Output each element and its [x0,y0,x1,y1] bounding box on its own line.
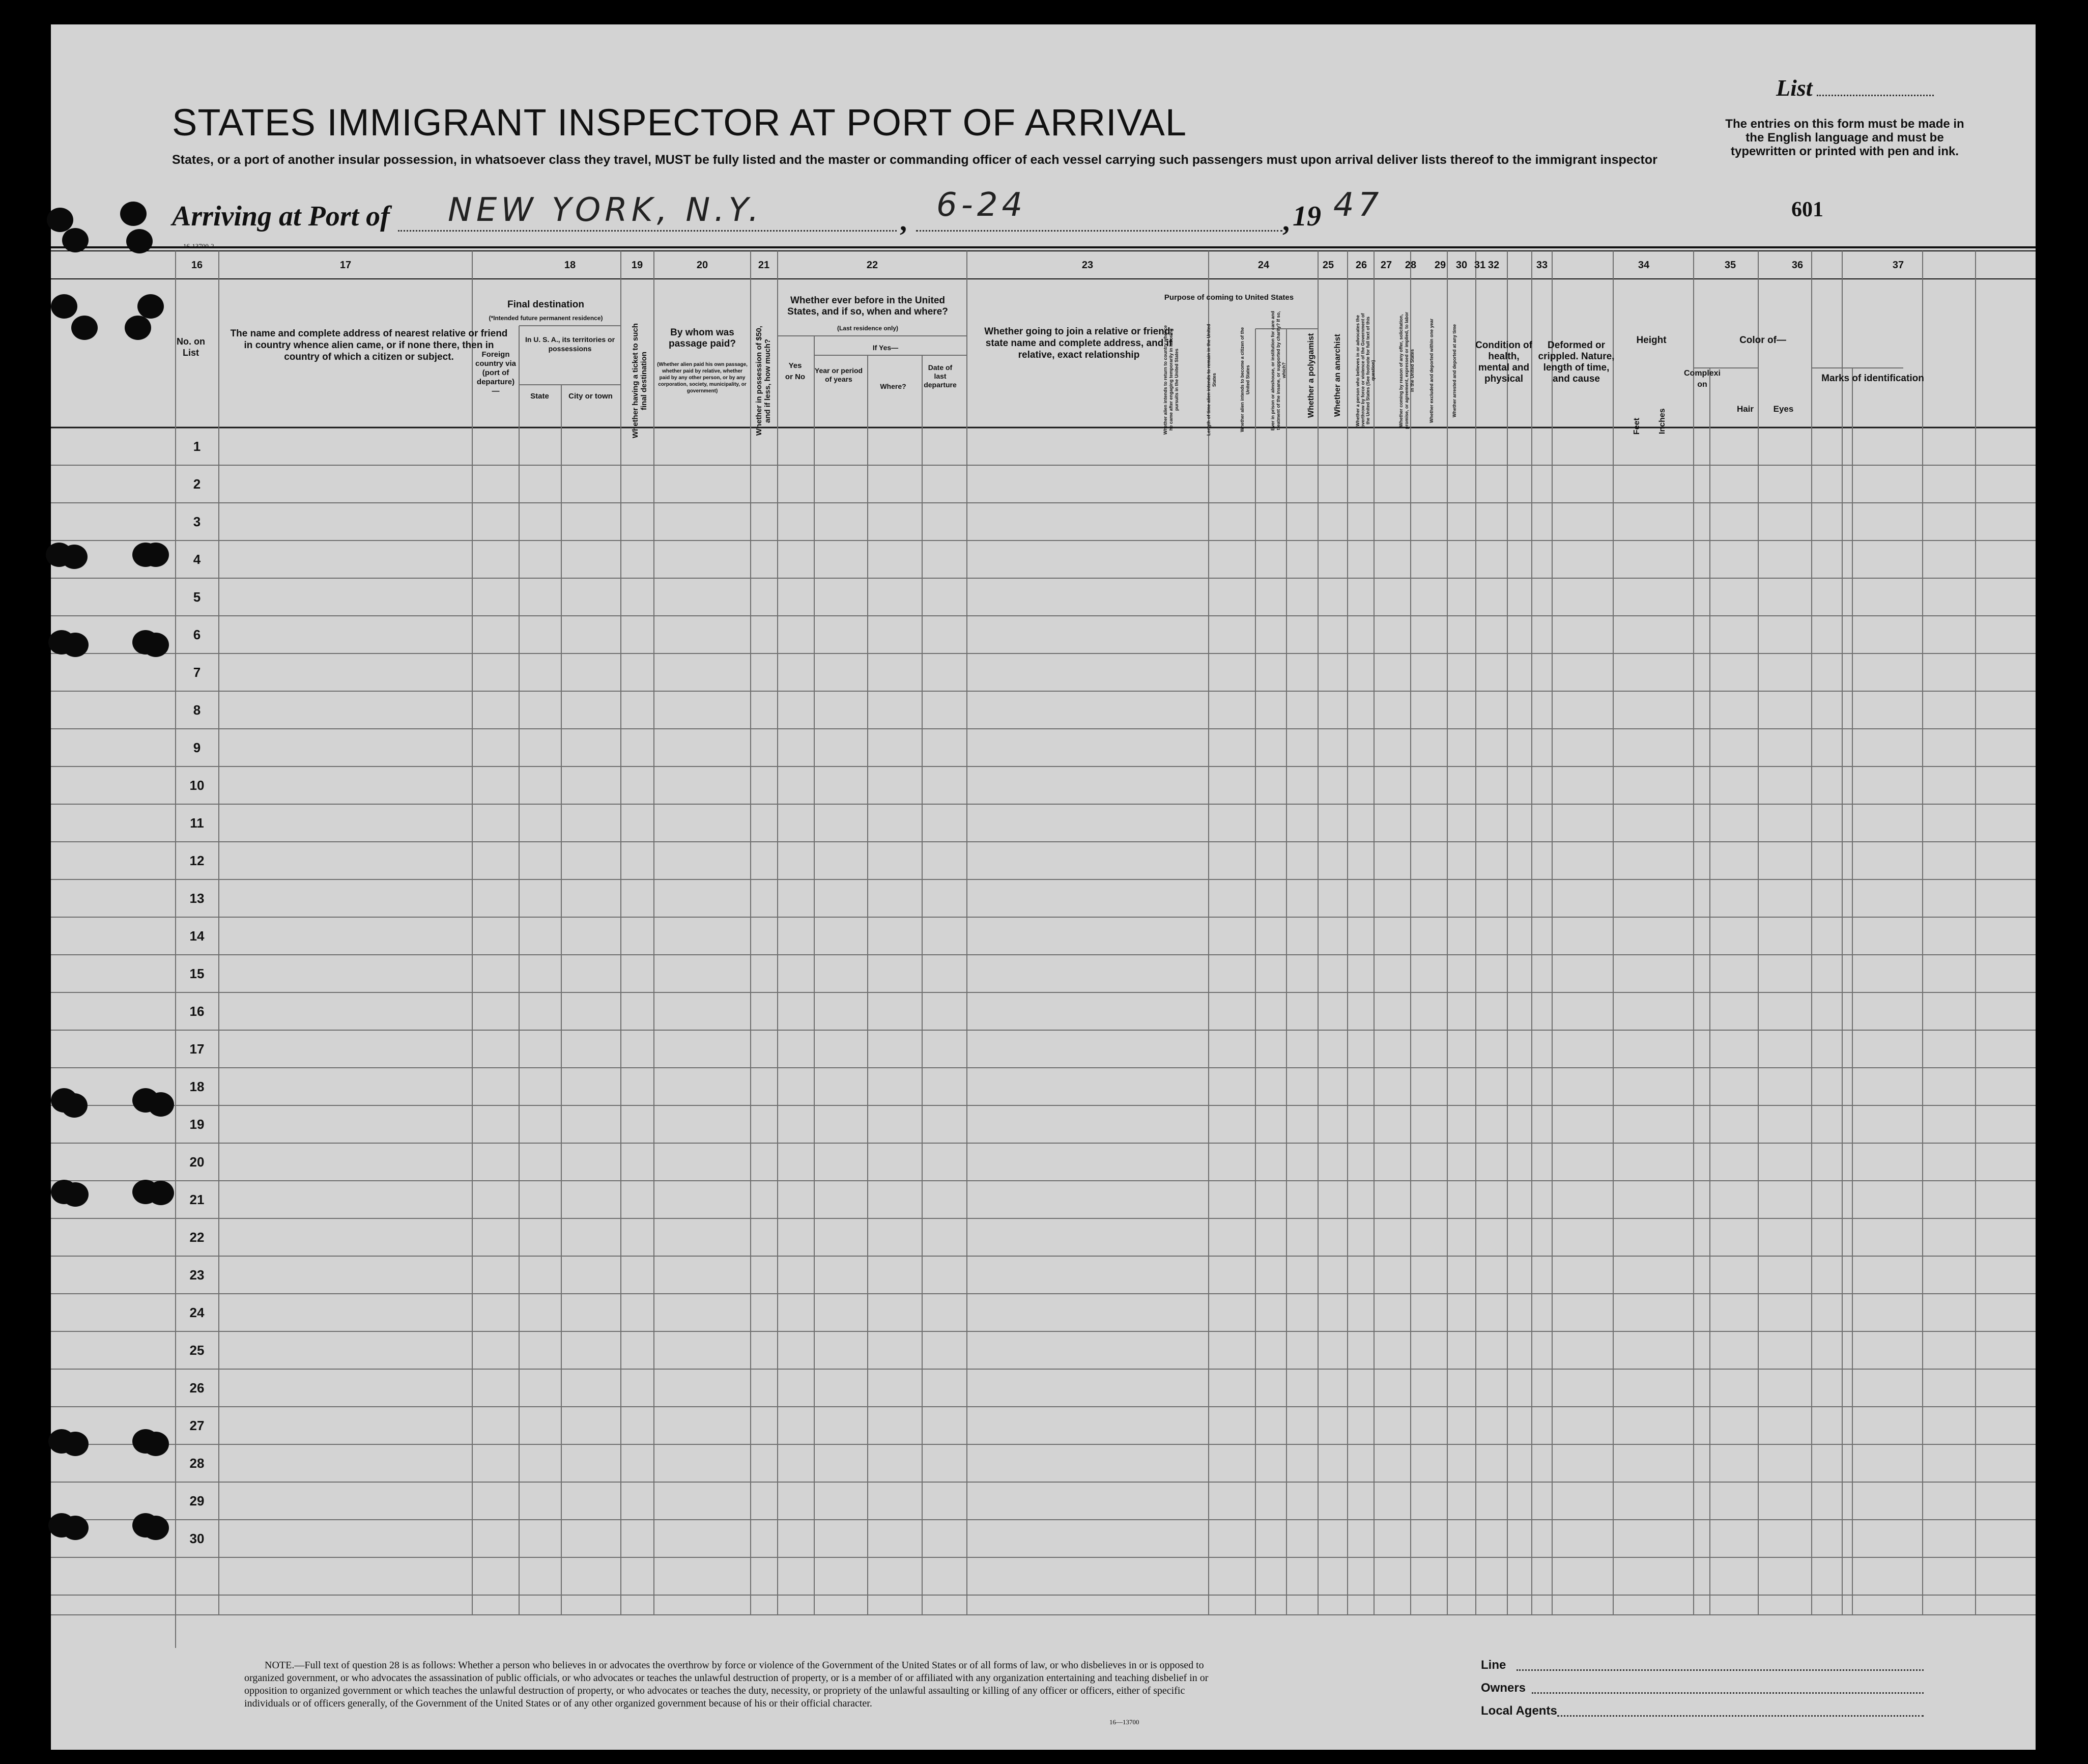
col36-title: Color of— [1739,335,1786,346]
punch-hole [47,208,73,232]
column-number: 19 [631,260,643,271]
col26-header: Whether a polygamist [1307,333,1315,418]
col22-note: (Last residence only) [837,325,899,332]
arriving-port-label: Arriving at Port of [172,201,390,232]
col24-b: Length of time alien intends to remain in the United States [1206,324,1217,436]
row-number: 11 [190,815,204,831]
col17-header: The name and complete address of nearest relative or friend in country whence alien came, or if none there, then in country of which a citizen or subject. [230,328,508,362]
col24-a: Whether alien intends to return to country whence he came after engaging temporarily in laboring pursuits in the United States [1163,325,1179,435]
punch-hole [142,1516,169,1540]
row-number: 5 [193,589,201,605]
row-number: 29 [189,1493,205,1509]
row-number: 6 [193,627,201,642]
col29-header: Whether coming by reason of any offer, solicitation, promise, or agreement, expressed or implied, to labor in the United States [1398,311,1415,430]
col27-header: Whether an anarchist [1333,334,1342,417]
form-instructions: The entries on this form must be made in the English language and must be typewritten or printed with pen and ink. [1725,117,1964,158]
line-label: Line [1481,1658,1506,1672]
column-number: 34 [1638,260,1650,271]
form-code: 16-13700-2 [183,242,214,250]
column-number: 16 [191,260,203,271]
owners-blank [1532,1692,1924,1694]
col16-header: No. on List [177,336,205,358]
col20-title: By whom was passage paid? [669,327,736,349]
manifest-sheet [51,24,2036,1750]
punch-hole [137,294,164,319]
list-number: 601 [1791,198,1823,221]
row-number: 21 [189,1192,205,1207]
col22-years: Year or period of years [814,366,863,383]
punch-hole [148,1092,174,1117]
agents-blank [1557,1715,1924,1717]
col18-usa: In U. S. A., its territories or possessions [525,335,615,353]
row-number: 7 [193,665,201,680]
row-number: 28 [189,1456,205,1471]
col36-hair: Hair [1736,404,1754,414]
punch-hole [142,633,169,657]
col34-title: Height [1636,335,1667,346]
page-title: STATES IMMIGRANT INSPECTOR AT PORT OF ARRIVAL [172,101,1187,144]
col18-note: (*Intended future permanent residence) [489,315,603,322]
column-number: 26 [1355,260,1367,271]
punch-hole [126,229,153,253]
punch-hole [148,1181,174,1205]
row-number: 14 [189,928,205,944]
col25-header: Ever in prison or almshouse, or institution for care and treatment of the insane, or supported by charity? If so, which? [1270,310,1286,431]
punch-hole [62,228,89,252]
column-number: 33 [1536,260,1548,271]
row-number: 23 [189,1267,205,1283]
row-number: 20 [189,1154,205,1170]
column-number: 24 [1257,260,1270,271]
row-number: 15 [189,966,205,981]
row-number: 19 [189,1117,205,1132]
row-number: 12 [189,853,205,868]
page-subtitle: States, or a port of another insular possession, in whatsoever class they travel, MUST be fully listed and the master or commanding officer of each vessel carrying such passengers must upon arrival deliver lists thereof to the immigrant inspector [172,153,1657,167]
col20-note: (Whether alien paid his own passage, whether paid by relative, whether paid by any other person, or by any corporation, society, municipality, or government) [657,362,748,394]
port-value: NEW YORK, N.Y. [448,191,763,229]
col18-foreign: Foreign country via (port of departure)— [475,350,517,395]
column-number: 27 [1380,260,1392,271]
punch-hole [61,1093,88,1118]
col22-title: Whether ever before in the United States, and if so, when and where? [787,295,948,317]
punch-hole [62,1432,89,1456]
row-number: 10 [189,778,205,793]
column-number: 22 [866,260,878,271]
col18-title: Final destination [507,299,584,310]
row-number: 25 [189,1343,205,1358]
column-number: 21 [758,260,770,271]
col22-ifyes: If Yes— [872,344,899,352]
line-blank [1517,1669,1924,1671]
list-label: List [1776,75,1813,101]
col32-header: Condition of health, mental and physical [1475,340,1532,384]
row-number: 27 [189,1418,205,1433]
row-number: 8 [193,702,201,718]
col34-feet: Feet [1633,418,1641,435]
col36-eyes: Eyes [1773,404,1794,414]
column-number: 36 [1791,260,1804,271]
col22-yesno: Yes or No [785,361,806,381]
row-number: 2 [193,476,201,492]
col30-header: Whether excluded and deported within one year [1429,318,1434,423]
col18-state: State [530,392,549,401]
punch-hole [62,1516,89,1540]
year-suffix: 47 [1333,186,1383,224]
punch-hole [142,1432,169,1456]
punch-hole [71,316,98,340]
column-number: 18 [564,260,576,271]
punch-hole [120,202,147,226]
row-number: 24 [189,1305,205,1320]
column-number: 20 [696,260,708,271]
row-number: 1 [193,439,201,454]
row-number: 13 [189,891,205,906]
column-number: 37 [1892,260,1904,271]
punch-hole [142,543,169,567]
column-number: 25 [1322,260,1334,271]
punch-hole [61,545,88,569]
col22-where: Where? [880,382,906,390]
punch-hole [125,316,151,340]
row-number: 4 [193,552,201,567]
col22-date: Date of last departure [924,363,957,389]
column-number: 29 [1434,260,1446,271]
col31-header: Whether arrested and deported at any time [1452,324,1457,417]
col24-title: Purpose of coming to United States [1164,293,1294,302]
col37-header: Marks of identification [1821,373,1924,384]
column-number: 35 [1724,260,1736,271]
row-number: 3 [193,514,201,529]
col21-header: Whether in possession of $50, and if less, how much? [755,326,772,436]
col33-header: Deformed or crippled. Nature, length of time, and cause [1538,340,1615,384]
date-value: 6-24 [936,186,1027,224]
column-number: 31 [1474,260,1486,271]
punch-hole [51,294,77,319]
row-number: 17 [189,1041,205,1057]
column-number: 23 [1081,260,1094,271]
footer-form-code: 16—13700 [1109,1718,1139,1726]
agents-label: Local Agents [1481,1704,1557,1718]
punch-hole [62,1182,89,1207]
row-number: 30 [189,1531,205,1546]
footnote: NOTE.—Full text of question 28 is as follows: Whether a person who believes in or advocates the overthrow by force or violence of the Government of the United States or of all forms of law, or who disbelieves in or is opposed to organized government, or who advocates the assassination of public officials, or who advocates or teaches the unlawful destruction of property, or is a member of or affiliated with any organization entertaining and teaching disbelief in or opposition to organized government or which teaches the unlawful destruction of property, or who advocates or teaches the duty, necessity, or propriety of the unlawful assaulting or killing of any officer or officers, either of specific individuals or of officers generally, of the Government of the United States or of any other organized government because of his or their official character. [244,1660,1209,1709]
comma-1: , [900,206,907,237]
column-number: 32 [1488,260,1500,271]
col34-inches: Inches [1658,408,1667,435]
col19-header: Whether having a ticket to such final destination [631,323,648,438]
col23-header: Whether going to join a relative or friend; state name and complete address, and if relative, exact relationship [984,326,1174,360]
col18-city: City or town [568,392,613,401]
year-prefix: 19 [1293,201,1321,232]
owners-label: Owners [1481,1681,1526,1695]
col35-header: Complexion [1683,369,1721,389]
column-number: 17 [339,260,352,271]
row-number: 16 [189,1004,205,1019]
row-number: 18 [189,1079,205,1094]
col28-header: Whether a person who believes in or advocates the overthrow by force or violence of the Government of the United States (See footnote for full text of this question) [1355,313,1376,428]
column-number: 28 [1405,260,1417,271]
comma-2: , [1282,206,1290,237]
col24-c: Whether alien intends to become a citizen of the United States [1240,327,1250,433]
column-number: 30 [1455,260,1468,271]
punch-hole [62,633,89,657]
row-number: 22 [189,1230,205,1245]
row-number: 26 [189,1380,205,1396]
row-number: 9 [193,740,201,755]
table-grid [51,24,2036,1750]
